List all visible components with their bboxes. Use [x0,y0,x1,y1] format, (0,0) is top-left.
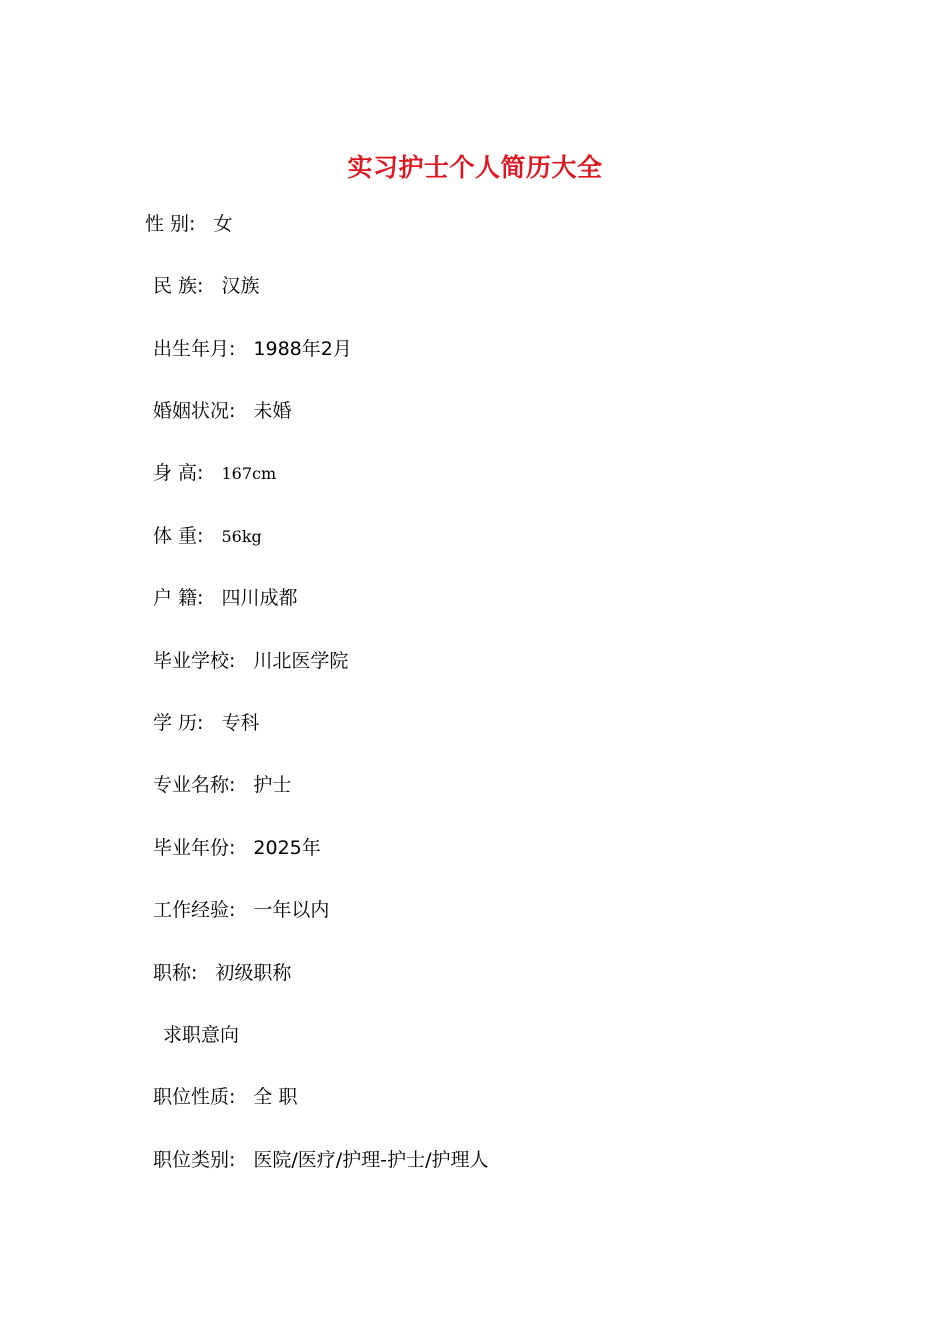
field-label: 毕业年份: [153,837,236,859]
field-value: 2025年 [253,837,321,859]
section-heading-job-intent: 求职意向 [163,1024,240,1046]
field-value: 1988年2月 [253,338,352,360]
field-value: 汉族 [221,275,260,297]
field-value: 女 [213,213,233,235]
field-label: 职位类别: [153,1149,236,1171]
field-label: 体 重: [153,525,204,547]
field-value: 未婚 [253,400,292,422]
field-label: 婚姻状况: [153,400,236,422]
field-school [153,648,348,674]
field-value: 专科 [221,712,260,734]
field-value: 167cm [221,464,277,483]
field-value: 一年以内 [253,899,330,921]
field-label: 专业名称: [153,774,236,796]
field-label: 职称: [153,962,198,984]
field-label: 民 族: [153,275,204,297]
field-gender [145,211,232,237]
field-graduation-year [153,835,321,861]
field-label: 性 别: [145,213,196,235]
field-value: 全 职 [253,1086,298,1108]
field-value: 医院/医疗/护理-护士/护理人 [253,1149,489,1171]
field-household-registration [153,585,297,611]
field-value: 56kg [221,527,262,546]
field-weight [153,523,262,550]
field-label: 身 高: [153,462,204,484]
field-birth-date [153,336,352,362]
field-label: 职位性质: [153,1086,236,1108]
field-value: 四川成都 [221,587,298,609]
document-title: 实习护士个人简历大全 [347,153,603,182]
field-label: 毕业学校: [153,650,236,672]
field-work-experience [153,897,329,923]
field-value: 护士 [253,774,292,796]
field-label: 户 籍: [153,587,204,609]
field-value: 初级职称 [215,962,292,984]
field-value: 川北医学院 [253,650,349,672]
field-professional-title [153,960,291,986]
field-label: 学 历: [153,712,204,734]
field-major [153,772,291,798]
field-label: 工作经验: [153,899,236,921]
field-job-category [153,1147,488,1173]
field-job-nature [153,1084,297,1110]
field-education [153,710,259,736]
field-marital-status [153,398,291,424]
field-height [153,460,276,487]
field-ethnicity [153,273,259,299]
field-label: 出生年月: [153,338,236,360]
